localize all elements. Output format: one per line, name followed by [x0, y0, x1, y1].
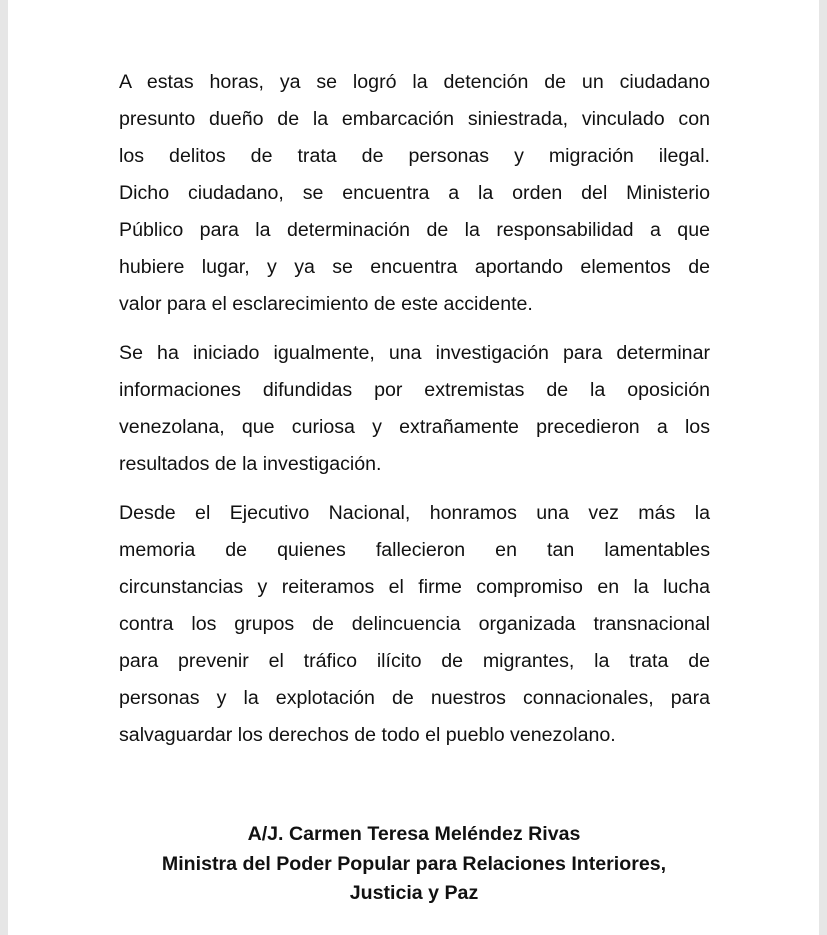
- signatory-title: Ministra del Poder Popular para Relaciones Interiores,: [161, 852, 667, 875]
- text-line: resultados de la investigación.: [119, 453, 382, 475]
- text-line: salvaguardar los derechos de todo el pueblo venezolano.: [119, 724, 616, 746]
- text-line: personas y la explotación de nuestros connacionales, para: [119, 687, 710, 709]
- text-line: los delitos de trata de personas y migración ilegal.: [119, 145, 710, 167]
- signature-block: [108, 820, 720, 909]
- text-line: A estas horas, ya se logró la detención de un ciudadano: [119, 71, 710, 93]
- text-line: para prevenir el tráfico ilícito de migrantes, la trata de: [119, 650, 710, 672]
- text-line: informaciones difundidas por extremistas de la oposición: [119, 379, 710, 401]
- text-line: valor para el esclarecimiento de este accidente.: [119, 293, 533, 315]
- text-line: Dicho ciudadano, se encuentra a la orden del Ministerio: [119, 182, 710, 204]
- text-line: memoria de quienes fallecieron en tan lamentables: [119, 539, 710, 561]
- document-body: [119, 64, 710, 766]
- text-line: presunto dueño de la embarcación siniestrada, vinculado con: [119, 108, 710, 130]
- text-line: hubiere lugar, y ya se encuentra aportando elementos de: [119, 256, 710, 278]
- text-line: Se ha iniciado igualmente, una investigación para determinar: [119, 342, 710, 364]
- text-line: contra los grupos de delincuencia organizada transnacional: [119, 613, 710, 635]
- paragraph-2: [119, 335, 710, 483]
- signatory-title-continued: Justicia y Paz: [349, 882, 479, 904]
- text-line: Desde el Ejecutivo Nacional, honramos una vez más la: [119, 502, 710, 524]
- document-page: [8, 0, 819, 935]
- text-line: Público para la determinación de la responsabilidad a que: [119, 219, 710, 241]
- signatory-name: A/J. Carmen Teresa Meléndez Rivas: [247, 823, 581, 845]
- paragraph-1: [119, 64, 710, 323]
- text-line: circunstancias y reiteramos el firme compromiso en la lucha: [119, 576, 710, 598]
- paragraph-3: [119, 495, 710, 754]
- text-line: venezolana, que curiosa y extrañamente precedieron a los: [119, 416, 710, 438]
